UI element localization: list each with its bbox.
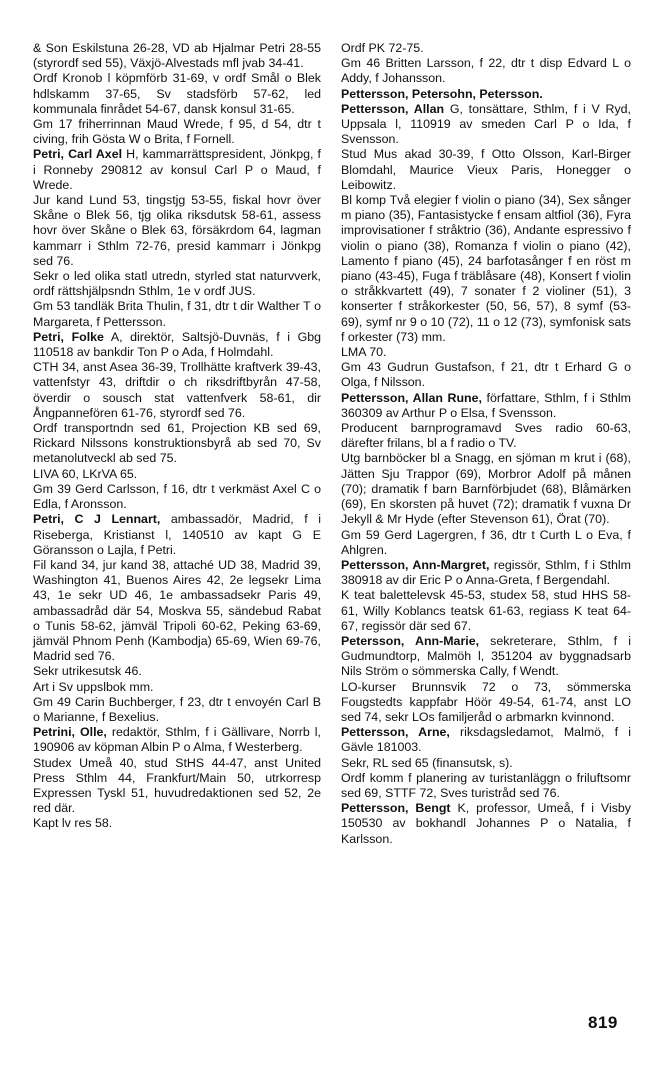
- paragraph: [341, 451, 631, 527]
- paragraph: [33, 664, 321, 679]
- entry-text: sekreterare, Sthlm, f i Gudmundtorp, Malmöh l, 351204 av byggnadsarb Nils Ström o sömmerska Cally, f Wendt.: [341, 633, 631, 679]
- entry-text: Kapt lv res 58.: [33, 816, 113, 831]
- entry-text: K teat balettelevsk 45-53, studex 58, stud HHS 58-61, Willy Koblancs teatsk 61-63, regiass K teat 64-67, regissör där sed 67.: [341, 588, 631, 633]
- right-column: [341, 41, 631, 847]
- paragraph: [33, 695, 321, 725]
- entry-name: Pettersson, Ann-Margret,: [341, 557, 490, 572]
- biography-entry: [33, 330, 321, 360]
- entry-text: G, tonsättare, Sthlm, f i V Ryd, Uppsala l, 110919 av smeden Carl P o Ida, f Svensson.: [341, 101, 632, 147]
- entry-text: Producent barnprogramavd Sves radio 60-63, därefter frilans, bl a f radio o TV.: [341, 421, 631, 451]
- entry-text: Jur kand Lund 53, tingstjg 53-55, fiskal hovr över Skåne o Blek 56, tjg olika riksdutsk 58-61, assess hovr över Skåne o Blek 63, försäkrdom 64, lagman kammarr i Sthlm 72-76, presid kammarr i Jönkpg sed 76.: [33, 193, 321, 268]
- entry-text: K, professor, Umeå, f i Visby 150530 av bokhandl Johannes P o Natalia, f Karlsson.: [341, 801, 631, 846]
- entry-text: Sekr o led olika statl utredn, styrled stat naturvverk, ordf rättshjälpsndn Sthlm, 1e v ordf JUS.: [33, 269, 321, 299]
- paragraph: [341, 421, 631, 451]
- paragraph: [341, 680, 631, 726]
- paragraph: [33, 41, 321, 71]
- entry-name: Pettersson, Arne,: [341, 725, 450, 740]
- biography-entry: [341, 634, 631, 680]
- biography-entry: [341, 558, 631, 588]
- paragraph: [341, 771, 631, 801]
- entry-text: Gm 53 tandläk Brita Thulin, f 31, dtr t dir Walther T o Margareta, f Pettersson.: [33, 299, 321, 329]
- paragraph: [33, 71, 321, 117]
- paragraph: [341, 360, 631, 390]
- entry-text: Sekr, RL sed 65 (finansutsk, s).: [341, 755, 513, 770]
- biography-entry: [33, 512, 321, 558]
- entry-name: Pettersson, Bengt: [341, 801, 451, 816]
- entry-text: LMA 70.: [341, 345, 387, 360]
- paragraph: [33, 816, 321, 831]
- entry-text: riksdagsledamot, Malmö, f i Gävle 181003.: [341, 725, 632, 755]
- entry-text: H, kammarrättspresident, Jönkpg, f i Ronneby 290812 av konsul Carl P o Maud, f Wrede.: [33, 147, 321, 192]
- paragraph: [33, 756, 321, 817]
- entry-text: Gm 39 Gerd Carlsson, f 16, dtr t verkmäst Axel C o Edla, f Aronsson.: [33, 481, 321, 512]
- entry-text: & Son Eskilstuna 26-28, VD ab Hjalmar Petri 28-55 (styrordf sed 55), Växjö-Alvestads mfl jvab 34-41.: [33, 41, 321, 71]
- entry-text: Ordf PK 72-75.: [341, 41, 424, 55]
- biography-entry: [341, 725, 631, 755]
- entry-text: Gm 46 Britten Larsson, f 22, dtr t disp Edvard L o Addy, f Johansson.: [341, 56, 631, 86]
- biography-entry: [341, 391, 631, 421]
- entry-text: CTH 34, anst Asea 36-39, Trollhätte kraftverk 39-43, vattenfstyr 43, driftdir o ch riksdriftbyrån 47-58, överdir o sousch stat vattenfverk 58-61, dir Ångpannefören 61-76, styrordf sed 76.: [33, 360, 321, 420]
- biography-entry: [341, 87, 631, 102]
- biography-entry: [33, 725, 321, 755]
- paragraph: [341, 147, 631, 193]
- paragraph: [341, 756, 631, 771]
- biography-entry: [341, 801, 631, 847]
- entry-text: A, direktör, Saltsjö-Duvnäs, f i Gbg 110518 av bankdir Ton P o Ada, f Holmdahl.: [33, 329, 322, 360]
- entry-name: Petri, Carl Axel: [33, 147, 123, 162]
- entry-text: Bl komp Två elegier f violin o piano (34), Sex sånger m piano (35), Fantasistycke f ensam altfiol (36), Fyra improvisationer f stråktrio (36), Andante espressivo f violin o piano (38), Romanza f violin o piano (42), Lamento f piano (45), 24 barfotasånger f en röst m piano (43-45), Fuga f träblåsare (48), Konsert f violin o stråkkvartett (49), 7 sonater f 2 violiner (51), 3 konserter f stråkorkester (50, 56, 57), 8 symf (53-69), symf nr 9 o 10 (72), 11 o 12 (73), symfonisk sats f orkester (73) mm.: [341, 193, 631, 344]
- paragraph: [33, 299, 321, 329]
- entry-text: Studex Umeå 40, stud StHS 44-47, anst United Press Sthlm 44, Frankfurt/Main 50, utrkorresp Expressen Tyskl 51, huvudredaktionen sed 52, 2e red där.: [33, 755, 321, 816]
- paragraph: [341, 56, 631, 86]
- entry-text: Gm 17 friherrinnan Maud Wrede, f 95, d 54, dtr t civing, frih Gösta W o Brita, f Fornell.: [33, 117, 321, 147]
- entry-text: LO-kurser Brunnsvik 72 o 73, sömmerska Fougstedts kappfabr Höör 49-54, 61-74, anst LO sed 74, sekr LOs familjeråd o arbmarkn kvinnond.: [341, 679, 631, 724]
- entry-text: redaktör, Sthlm, f i Gällivare, Norrb l, 190906 av köpman Albin P o Alma, f Westerberg.: [33, 725, 321, 755]
- paragraph: [33, 193, 321, 269]
- paragraph: [33, 558, 321, 664]
- paragraph: [33, 482, 321, 512]
- entry-name: Petrini, Olle,: [33, 725, 107, 740]
- paragraph: [341, 193, 631, 345]
- biography-entry: [33, 147, 321, 193]
- paragraph: [341, 588, 631, 634]
- paragraph: [33, 467, 321, 482]
- entry-text: regissör, Sthlm, f i Sthlm 380918 av dir Eric P o Anna-Greta, f Bergendahl.: [341, 557, 631, 588]
- entry-text: Art i Sv uppslbok mm.: [33, 679, 154, 694]
- entry-text: Gm 59 Gerd Lagergren, f 36, dtr t Curth L o Eva, f Ahlgren.: [341, 527, 631, 557]
- entry-name: Petri, C J Lennart,: [33, 512, 161, 527]
- entry-name: Petersson, Ann-Marie,: [341, 633, 480, 648]
- entry-text: Fil kand 34, jur kand 38, attaché UD 38, Madrid 39, Washington 41, Buenos Aires 42, 2e legsekr Lima 43, 1e sekr UD 46, 1e ambassadsekr Paris 49, ambassadråd där 54, Moskva 55, sändebud Rabat o Tunis 58-62, jämväl Tripoli 60-62, Peking 63-69, jämväl Phnom Penh (Kambodja) 65-69, Wien 69-76, Madrid sed 76.: [33, 557, 321, 664]
- paragraph: [341, 528, 631, 558]
- entry-text: författare, Sthlm, f i Sthlm 360309 av Arthur P o Elsa, f Svensson.: [341, 390, 631, 420]
- paragraph: [33, 117, 321, 147]
- paragraph: [33, 269, 321, 299]
- entry-text: Gm 43 Gudrun Gustafson, f 21, dtr t Erhard G o Olga, f Nilsson.: [341, 360, 631, 390]
- entry-name: Petri, Folke: [33, 329, 104, 344]
- entry-text: LIVA 60, LKrVA 65.: [33, 466, 138, 481]
- entry-text: Sekr utrikesutsk 46.: [33, 664, 142, 679]
- paragraph: [341, 41, 631, 56]
- paragraph: [341, 345, 631, 360]
- entry-text: Ordf Kronob l köpmförb 31-69, v ordf Smål o Blek hdlskamm 37-65, Sv stadsförb 57-62, led kommunala finrådet 54-67, dansk konsul 31-65.: [33, 71, 321, 116]
- left-column: [33, 41, 321, 832]
- entry-text: Utg barnböcker bl a Snagg, en sjöman m krut i (68), Jätten Sju Trappor (69), Morbror Adolf på månen (70); dramatik f barn Barnförbjudet (68), Blåmärken (69), En skorsten på huvet (72); dramatik f vuxna Dr Jekyll & Mr Hyde (efter Stevenson 61), Örat (70).: [341, 451, 631, 527]
- entry-name: Pettersson, Allan Rune,: [341, 390, 482, 405]
- entry-name: Pettersson, Petersohn, Petersson.: [341, 86, 543, 101]
- entry-text: Ordf komm f planering av turistanläggn o friluftsomr sed 69, STTF 72, Sves turistråd sed 76.: [341, 770, 631, 800]
- biography-entry: [341, 102, 631, 148]
- paragraph: [33, 680, 321, 695]
- entry-text: ambassadör, Madrid, f i Riseberga, Kristianst l, 140510 av kapt G E Göransson o Lajla, f Petri.: [33, 512, 321, 557]
- paragraph: [33, 360, 321, 421]
- entry-name: Pettersson, Allan: [341, 101, 445, 116]
- entry-text: Gm 49 Carin Buchberger, f 23, dtr t envoyén Carl B o Marianne, f Bexelius.: [33, 694, 321, 724]
- paragraph: [33, 421, 321, 467]
- entry-text: Ordf transportndn sed 61, Projection KB sed 69, Rickard Nilssons konstruktionsbyrå ab sed 70, Sv metanolutveckl ab sed 75.: [33, 421, 321, 466]
- page-number: 819: [588, 1013, 618, 1032]
- entry-text: Stud Mus akad 30-39, f Otto Olsson, Karl-Birger Blomdahl, Maurice Vieux Paris, Honegger o Leibowitz.: [341, 147, 631, 192]
